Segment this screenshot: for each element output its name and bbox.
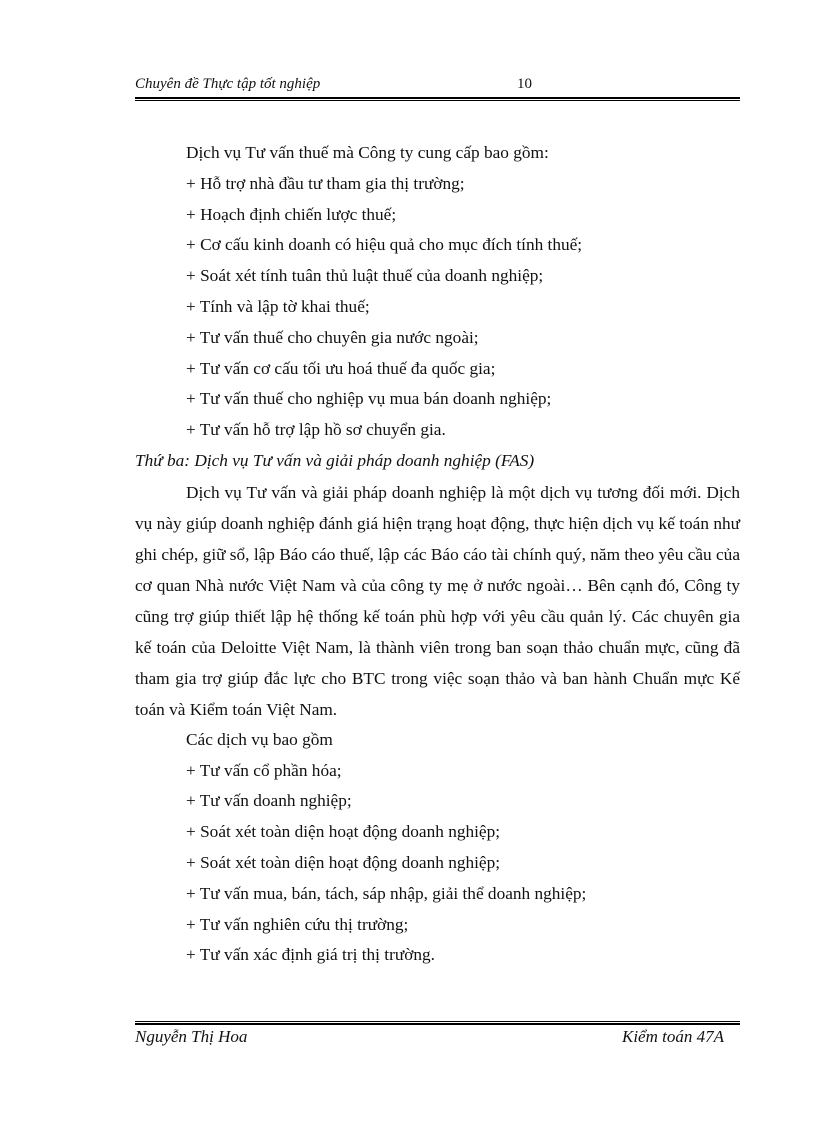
list-item: + Tư vấn thuế cho chuyên gia nước ngoài; (186, 327, 479, 347)
list-item: + Tư vấn xác định giá trị thị trường. (186, 945, 435, 965)
list-item: + Tư vấn nghiên cứu thị trường; (186, 914, 409, 934)
list-item: + Tư vấn hỗ trợ lập hồ sơ chuyển gia. (186, 420, 446, 440)
section-heading: Thứ ba: Dịch vụ Tư vấn và giải pháp doanh nghiệp (FAS) (135, 450, 535, 470)
tax-services-intro: Dịch vụ Tư vấn thuế mà Công ty cung cấp bao gồm: (186, 143, 549, 162)
list-item: + Hỗ trợ nhà đầu tư tham gia thị trường; (186, 173, 465, 193)
list-item: + Tư vấn doanh nghiệp; (186, 791, 352, 811)
fas-paragraph: Dịch vụ Tư vấn và giải pháp doanh nghiệp là một dịch vụ tương đối mới. Dịch vụ này giúp doanh nghiệp đánh giá hiện trạng hoạt động, thực hiện dịch vụ kế toán như ghi chép, giữ sổ, lập Báo cáo thuế, lập các Báo cáo tài chính quý, năm theo yêu cầu của cơ quan Nhà nước Việt Nam và của công ty mẹ ở nước ngoài… Bên cạnh đó, Công ty cũng trợ giúp thiết lập hệ thống kế toán phù hợp với yêu cầu quản lý. Các chuyên gia kế toán của Deloitte Việt Nam, là thành viên trong ban soạn thảo chuẩn mực, cũng đã tham gia trợ giúp đắc lực cho BTC trong việc soạn thảo và ban hành Chuẩn mực Kế toán và Kiểm toán Việt Nam. (135, 482, 740, 719)
list-item: + Tư vấn mua, bán, tách, sáp nhập, giải thể doanh nghiệp; (186, 883, 587, 903)
footer-rule (135, 1021, 740, 1025)
header-rule (135, 97, 740, 101)
class-name: Kiểm toán 47A (622, 1027, 724, 1046)
author-name: Nguyễn Thị Hoa (135, 1027, 248, 1046)
list-item: + Soát xét toàn diện hoạt động doanh nghiệp; (186, 852, 501, 872)
tax-services-list (135, 169, 740, 446)
page-number: 10 (517, 76, 532, 92)
page-footer (135, 1027, 740, 1051)
list-item: + Tư vấn thuế cho nghiệp vụ mua bán doanh nghiệp; (186, 389, 552, 409)
list-item: + Tính và lập tờ khai thuế; (186, 296, 370, 316)
page-body (135, 138, 740, 971)
page-header (135, 76, 740, 98)
list-item: + Hoạch định chiến lược thuế; (186, 204, 397, 224)
document-title: Chuyên đề Thực tập tốt nghiệp (135, 76, 321, 92)
list-item: + Soát xét toàn diện hoạt động doanh nghiệp; (186, 822, 501, 842)
list-item: + Tư vấn cơ cấu tối ưu hoá thuế đa quốc gia; (186, 358, 496, 378)
list-item: + Tư vấn cổ phần hóa; (186, 760, 342, 780)
fas-services-intro: Các dịch vụ bao gồm (186, 729, 333, 749)
list-item: + Cơ cấu kinh doanh có hiệu quả cho mục đích tính thuế; (186, 235, 583, 255)
list-item: + Soát xét tính tuân thủ luật thuế của doanh nghiệp; (186, 266, 544, 286)
fas-services-list (135, 756, 740, 972)
